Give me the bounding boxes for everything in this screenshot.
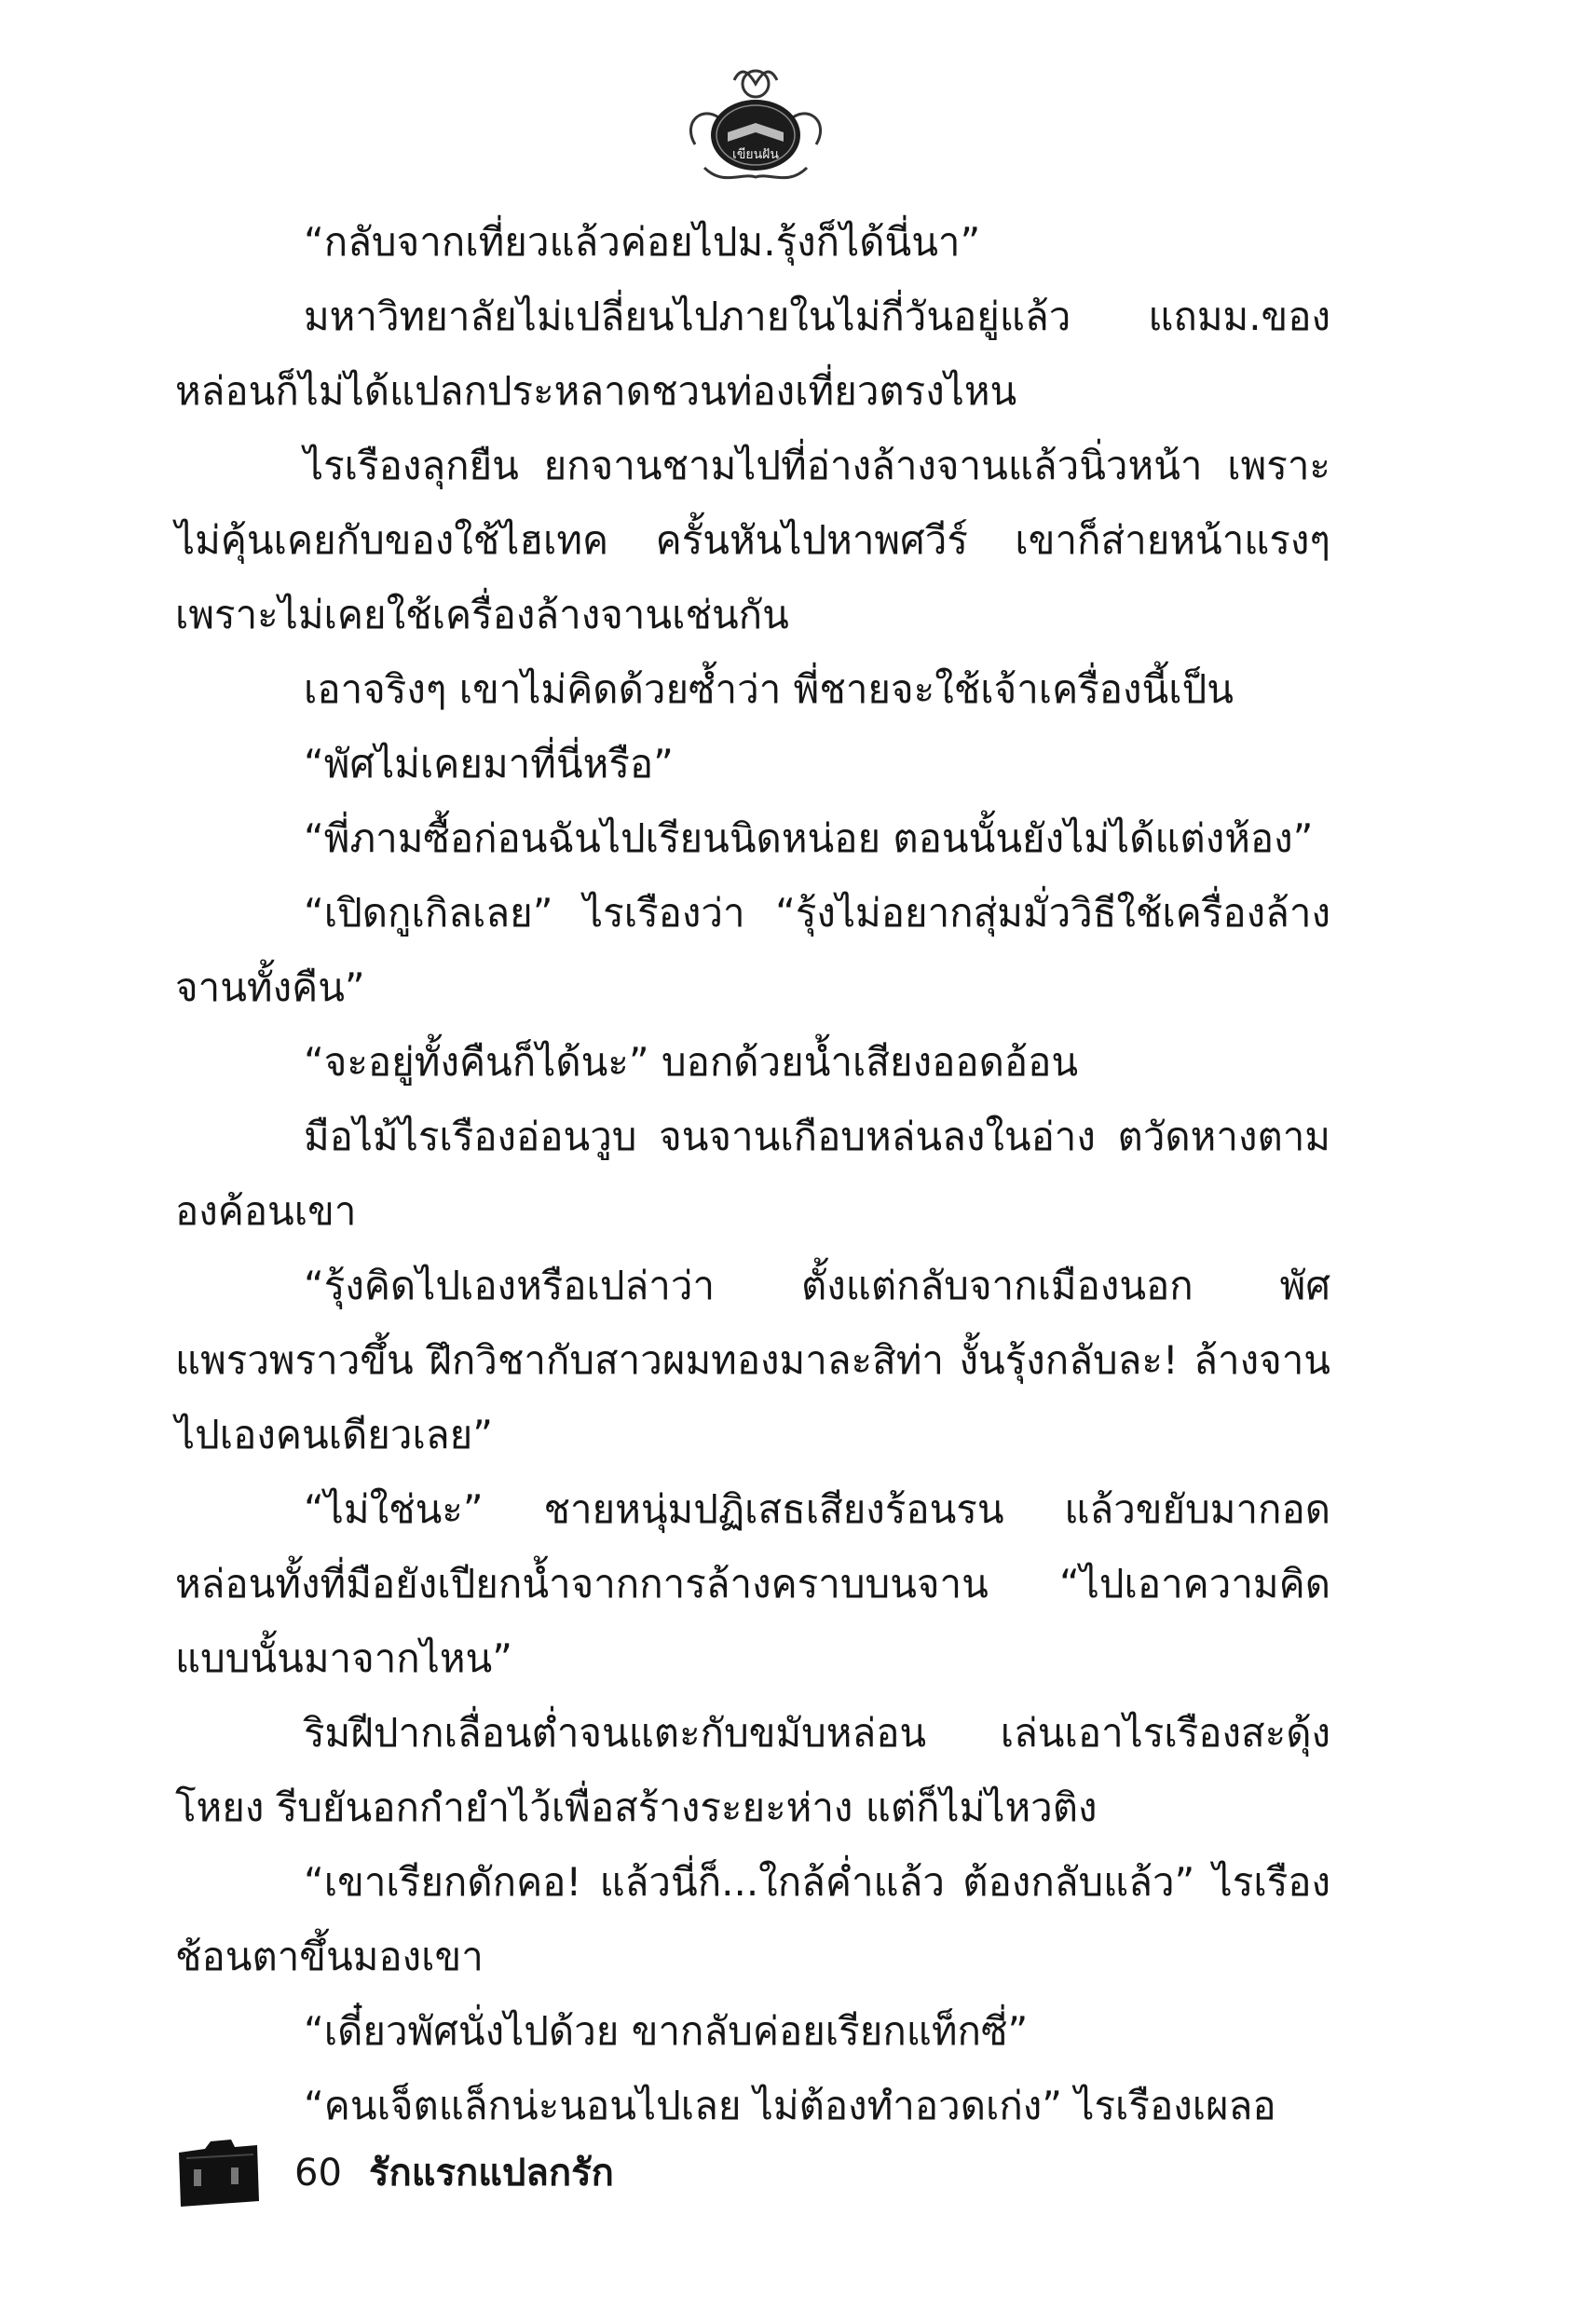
folder-icon bbox=[173, 2136, 263, 2208]
paragraph-13: “เขาเรียกดักคอ! แล้วนี่ก็...ใกล้ค่ำแล้ว ต้องกลับแล้ว” ไรเรืองช้อนตาขึ้นมองเขา bbox=[175, 1859, 1330, 1979]
paragraph-14: “เดี๋ยวพัศนั่งไปด้วย ขากลับค่อยเรียกแท็กซี่” bbox=[304, 2008, 1029, 2054]
page-footer bbox=[173, 2130, 1012, 2214]
paragraph-2: มหาวิทยาลัยไม่เปลี่ยนไปภายในไม่กี่วันอยู่แล้ว แถมม.ของหล่อนก็ไม่ได้แปลกประหลาดชวนท่องเที่ยวตรงไหน bbox=[175, 294, 1330, 414]
paragraph-8: “จะอยู่ทั้งคืนก็ได้นะ” บอกด้วยน้ำเสียงออดอ้อน bbox=[304, 1039, 1079, 1085]
paragraph-9: มือไม้ไรเรืองอ่อนวูบ จนจานเกือบหล่นลงในอ่าง ตวัดหางตามองค้อนเขา bbox=[175, 1114, 1330, 1234]
paragraph-4: เอาจริงๆ เขาไม่คิดด้วยซ้ำว่า พี่ชายจะใช้เจ้าเครื่องนี้เป็น bbox=[304, 666, 1234, 712]
paragraph-11: “ไม่ใช่นะ” ชายหนุ่มปฏิเสธเสียงร้อนรน แล้วขยับมากอดหล่อนทั้งที่มือยังเปียกน้ำจากการล้างคราบบนจาน “ไปเอาความคิดแบบนั้นมาจากไหน” bbox=[175, 1486, 1330, 1681]
paragraph-1: “กลับจากเที่ยวแล้วค่อยไปม.รุ้งก็ได้นี่นา” bbox=[304, 219, 981, 265]
paragraph-5: “พัศไม่เคยมาที่นี่หรือ” bbox=[304, 741, 674, 786]
paragraph-6: “พี่ภามซื้อก่อนฉันไปเรียนนิดหน่อย ตอนนั้นยังไม่ได้แต่งห้อง” bbox=[304, 815, 1314, 861]
paragraph-3: ไรเรืองลุกยืน ยกจานชามไปที่อ่างล้างจานแล้วนิ่วหน้า เพราะไม่คุ้นเคยกับของใช้ไฮเทค ครั้นหันไปหาพศวีร์ เขาก็ส่ายหน้าแรงๆ เพราะไม่เคยใช้เครื่องล้างจานเช่นกัน bbox=[175, 443, 1330, 637]
publisher-emblem-icon bbox=[676, 56, 835, 186]
book-title: รักแรกแปลกรัก bbox=[369, 2152, 614, 2195]
paragraph-15: “คนเจ็ตแล็กน่ะนอนไปเลย ไม่ต้องทำอวดเก่ง” ไรเรืองเผลอ bbox=[304, 2083, 1276, 2128]
paragraph-12: ริมฝีปากเลื่อนต่ำจนแตะกับขมับหล่อน เล่นเอาไรเรืองสะดุ้งโหยง รีบยันอกกำยำไว้เพื่อสร้างระยะห่าง แต่ก็ไม่ไหวติง bbox=[175, 1710, 1330, 1830]
page-number: 60 bbox=[294, 2152, 342, 2195]
paragraph-10: “รุ้งคิดไปเองหรือเปล่าว่า ตั้งแต่กลับจากเมืองนอก พัศแพรวพราวขึ้น ฝึกวิชากับสาวผมทองมาละสิท่า งั้นรุ้งกลับละ! ล้างจานไปเองคนเดียวเลย” bbox=[175, 1263, 1330, 1457]
svg-text:เขียนฝัน: เขียนฝัน bbox=[732, 147, 779, 162]
paragraph-7: “เปิดกูเกิลเลย” ไรเรืองว่า “รุ้งไม่อยากสุ่มมั่ววิธีใช้เครื่องล้างจานทั้งคืน” bbox=[175, 890, 1330, 1010]
body-text bbox=[175, 205, 1330, 2143]
